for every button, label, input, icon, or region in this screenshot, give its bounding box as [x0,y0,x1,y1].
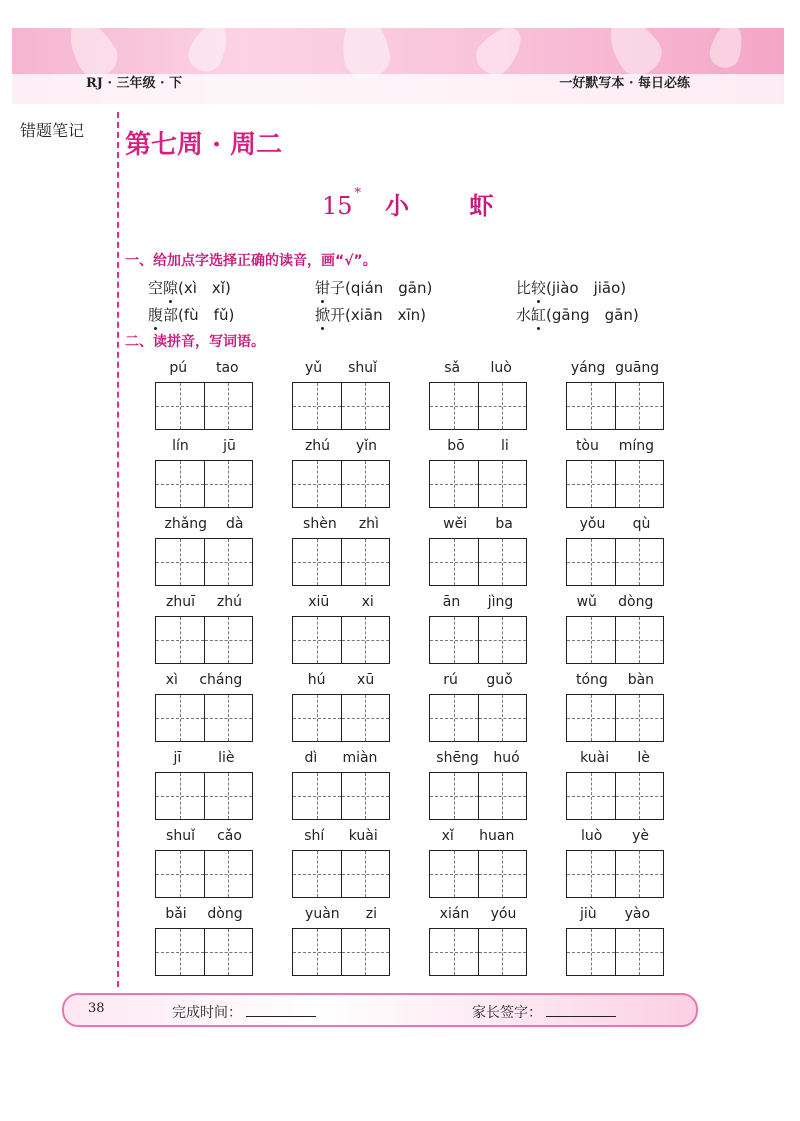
writing-square[interactable] [567,695,615,741]
writing-square[interactable] [567,539,615,585]
dotted-char: 较 [531,279,547,297]
writing-square[interactable] [341,773,390,819]
word-cell [292,826,390,898]
parent-signature-label: 家长签字： [472,1005,542,1021]
pinyin-syllable: luò [580,828,603,844]
pinyin [155,514,253,534]
pinyin [566,358,664,378]
writing-square[interactable] [615,929,664,975]
pinyin-syllable: zhǎng [164,516,208,532]
pinyin-syllable: guāng [615,360,660,376]
tianzige-box[interactable] [429,460,527,508]
pinyin-syllable: xi [361,594,374,610]
pinyin-syllable: lín [172,438,189,454]
lesson-title [322,186,519,221]
pinyin [429,904,527,924]
writing-square[interactable] [615,539,664,585]
dotted-char: 缸 [531,306,547,324]
pinyin [292,748,390,768]
tianzige-box[interactable] [429,538,527,586]
word-cell [155,358,253,430]
word-cell [566,670,664,742]
writing-square[interactable] [293,695,341,741]
writing-square[interactable] [156,929,204,975]
pinyin-syllable: dà [226,516,244,532]
pinyin [292,592,390,612]
writing-square[interactable] [341,695,390,741]
dotted-char: 掀 [315,306,331,324]
writing-square[interactable] [293,461,341,507]
writing-square[interactable] [567,851,615,897]
word-cell [429,436,527,508]
pinyin [292,436,390,456]
pinyin-syllable: luò [490,360,512,376]
writing-square[interactable] [478,695,527,741]
writing-square[interactable] [478,383,527,429]
dotted-char: 腹 [148,306,164,324]
pinyin-syllable: ān [442,594,461,610]
word-cell [155,670,253,742]
tianzige-box[interactable] [292,382,390,430]
pinyin-options: (qián gān) [345,279,433,297]
pinyin-syllable: yè [632,828,650,844]
writing-square[interactable] [567,929,615,975]
writing-square[interactable] [156,539,204,585]
tianzige-box[interactable] [429,616,527,664]
pinyin [566,826,664,846]
pinyin-syllable: yǔ [304,360,323,376]
pronunciation-item[interactable]: 空隙(xì xǐ) [148,279,231,297]
word-cell [155,592,253,664]
pinyin-syllable: pú [169,360,188,376]
word-cell [566,826,664,898]
pinyin-syllable: kuài [580,750,610,766]
word-cell [429,748,527,820]
completion-time-label: 完成时间： [172,1005,242,1021]
tianzige-box[interactable] [566,928,664,976]
pinyin-syllable: huó [493,750,520,766]
writing-square[interactable] [156,773,204,819]
writing-square[interactable] [341,383,390,429]
pronunciation-item[interactable]: 腹部(fù fǔ) [148,306,235,324]
pinyin-syllable: shuǐ [166,828,195,844]
pinyin [429,670,527,690]
pinyin [429,514,527,534]
writing-square[interactable] [341,851,390,897]
pinyin-syllable: jìng [487,594,514,610]
pinyin-syllable: shēng [436,750,479,766]
pinyin-syllable: jū [223,438,236,454]
writing-square[interactable] [341,539,390,585]
writing-square[interactable] [615,695,664,741]
pinyin-syllable: yào [624,906,651,922]
pinyin-syllable: yáng [570,360,606,376]
pinyin-syllable: bàn [627,672,655,688]
pronunciation-item[interactable]: 钳子(qián gān) [315,279,433,297]
writing-square[interactable] [478,851,527,897]
pinyin [429,358,527,378]
section-1-title: 一、给加点字选择正确的读音，画“√”。 [125,253,377,269]
word-cell [155,904,253,976]
word-cell [429,826,527,898]
pinyin [566,904,664,924]
word-cell [566,904,664,976]
writing-square[interactable] [293,383,341,429]
pinyin-syllable: míng [618,438,655,454]
writing-square[interactable] [204,773,253,819]
pronunciation-item[interactable]: 掀开(xiān xīn) [315,306,427,324]
word-cell [155,436,253,508]
pinyin-syllable: xǐ [441,828,454,844]
writing-square[interactable] [341,929,390,975]
word-cell [429,514,527,586]
writing-square[interactable] [293,851,341,897]
pinyin [566,514,664,534]
tianzige-box[interactable] [429,928,527,976]
tianzige-box[interactable] [155,616,253,664]
pinyin [292,670,390,690]
pinyin [566,748,664,768]
writing-square[interactable] [204,383,253,429]
writing-square[interactable] [430,617,478,663]
tianzige-box[interactable] [566,382,664,430]
word-cell [292,904,390,976]
word-cell [292,748,390,820]
tianzige-box[interactable] [566,460,664,508]
pinyin-syllable: dì [304,750,318,766]
word-cell [566,514,664,586]
pinyin-options: (fù fǔ) [178,306,235,324]
tianzige-box[interactable] [292,850,390,898]
writing-square[interactable] [293,539,341,585]
pinyin-syllable: dòng [618,594,654,610]
tianzige-box[interactable] [155,538,253,586]
pinyin-syllable: guǒ [486,672,513,688]
pinyin-syllable: tòu [575,438,599,454]
writing-square[interactable] [156,851,204,897]
tianzige-box[interactable] [292,694,390,742]
tianzige-box[interactable] [155,772,253,820]
writing-square[interactable] [478,929,527,975]
writing-square[interactable] [204,851,253,897]
series-label: 一好默写本 · 每日必练 [559,76,690,91]
writing-square[interactable] [430,851,478,897]
writing-square[interactable] [615,617,664,663]
word-cell [292,358,390,430]
writing-square[interactable] [430,539,478,585]
pinyin-syllable: lè [637,750,650,766]
pinyin-syllable: bǎi [165,906,187,922]
dotted-char: 隙 [163,279,179,297]
pinyin-syllable: liè [218,750,235,766]
tianzige-box[interactable] [566,538,664,586]
writing-square[interactable] [478,773,527,819]
word-cell [292,514,390,586]
pronunciation-item[interactable]: 水缸(gāng gān) [516,306,639,324]
writing-square[interactable] [293,929,341,975]
writing-square[interactable] [156,461,204,507]
pinyin [566,436,664,456]
pinyin [429,592,527,612]
pinyin [155,592,253,612]
writing-square[interactable] [204,695,253,741]
word-cell [155,748,253,820]
word-cell [566,592,664,664]
pinyin-syllable: hú [307,672,326,688]
word-cell [292,670,390,742]
writing-square[interactable] [615,851,664,897]
writing-square[interactable] [615,461,664,507]
tianzige-box[interactable] [292,772,390,820]
writing-square[interactable] [567,461,615,507]
pinyin-syllable: rú [443,672,458,688]
word-cell [155,826,253,898]
writing-square[interactable] [430,461,478,507]
writing-square[interactable] [204,617,253,663]
pinyin [292,904,390,924]
pinyin [155,670,253,690]
pinyin [566,592,664,612]
pinyin-syllable: xì [165,672,178,688]
dotted-char: 钳 [315,279,331,297]
pinyin [155,436,253,456]
pinyin [292,826,390,846]
pinyin-syllable: zi [365,906,377,922]
pinyin-syllable: cháng [199,672,243,688]
pinyin-syllable: zhuī [165,594,195,610]
pinyin-syllable: bō [447,438,465,454]
week-title: 第七周 · 周二 [125,130,283,160]
writing-square[interactable] [341,617,390,663]
writing-square[interactable] [204,539,253,585]
error-notes-label: 错题笔记 [20,121,85,140]
tianzige-box[interactable] [155,694,253,742]
grade-label: RJ · 三年级 · 下 [86,76,183,91]
section-2-title: 二、读拼音，写词语。 [125,334,265,350]
writing-square[interactable] [567,773,615,819]
pinyin-syllable: yǒu [579,516,606,532]
pinyin [566,670,664,690]
pinyin-options: (jiào jiāo) [546,279,627,297]
parent-signature-blank[interactable] [546,1004,616,1017]
pinyin-syllable: zhú [304,438,331,454]
pinyin-syllable: tao [215,360,239,376]
writing-square[interactable] [615,383,664,429]
writing-square[interactable] [156,617,204,663]
pinyin-syllable: kuài [348,828,378,844]
parent-signature [472,1002,616,1022]
tianzige-box[interactable] [292,460,390,508]
tianzige-box[interactable] [566,616,664,664]
pinyin [429,826,527,846]
writing-square[interactable] [615,773,664,819]
tianzige-box[interactable] [566,772,664,820]
writing-square[interactable] [430,773,478,819]
completion-time [172,1002,316,1022]
pinyin-options: (xì xǐ) [178,279,231,297]
word-cell [155,514,253,586]
pinyin-syllable: yuàn [305,906,340,922]
word-cell [429,670,527,742]
tianzige-box[interactable] [429,694,527,742]
word-cell [292,592,390,664]
tianzige-box[interactable] [429,382,527,430]
pinyin [429,436,527,456]
writing-square[interactable] [567,383,615,429]
tianzige-box[interactable] [566,694,664,742]
writing-square[interactable] [478,617,527,663]
pinyin-syllable: yóu [490,906,517,922]
writing-square[interactable] [293,773,341,819]
tianzige-box[interactable] [155,928,253,976]
pinyin [292,514,390,534]
writing-square[interactable] [293,617,341,663]
pinyin [155,826,253,846]
word-cell [566,358,664,430]
writing-square[interactable] [156,383,204,429]
lesson-number: 15 [322,192,353,220]
tianzige-box[interactable] [292,928,390,976]
page-number: 38 [88,1001,105,1016]
pinyin-options: (xiān xīn) [345,306,427,324]
word-cell [429,358,527,430]
pinyin [292,358,390,378]
pinyin [155,358,253,378]
pinyin-syllable: shèn [303,516,337,532]
pinyin [429,748,527,768]
lesson-mark: * [354,186,362,201]
pinyin-syllable: jiù [579,906,597,922]
tianzige-box[interactable] [155,850,253,898]
writing-square[interactable] [478,539,527,585]
tianzige-box[interactable] [155,460,253,508]
word-cell [566,748,664,820]
pinyin-syllable: shí [304,828,325,844]
pinyin-syllable: zhì [358,516,379,532]
word-cell [292,436,390,508]
header-banner [12,28,784,104]
pinyin-syllable: jī [173,750,182,766]
tianzige-box[interactable] [429,850,527,898]
pinyin-options: (gāng gān) [546,306,639,324]
pinyin-syllable: li [501,438,509,454]
writing-square[interactable] [478,461,527,507]
writing-square[interactable] [430,929,478,975]
pinyin-syllable: shuǐ [348,360,378,376]
writing-square[interactable] [204,929,253,975]
writing-square[interactable] [430,383,478,429]
pinyin-syllable: qù [632,516,651,532]
pinyin-syllable: yǐn [355,438,378,454]
writing-square[interactable] [204,461,253,507]
completion-time-blank[interactable] [246,1004,316,1017]
pinyin-syllable: wǔ [576,594,597,610]
writing-square[interactable] [430,695,478,741]
pinyin-syllable: tóng [575,672,608,688]
tianzige-box[interactable] [292,538,390,586]
tianzige-box[interactable] [155,382,253,430]
tianzige-box[interactable] [429,772,527,820]
pinyin-syllable: sǎ [444,360,461,376]
pronunciation-item[interactable]: 比较(jiào jiāo) [516,279,627,297]
writing-square[interactable] [156,695,204,741]
margin-divider [117,112,119,987]
pinyin [155,904,253,924]
pinyin-syllable: cǎo [217,828,242,844]
pinyin-syllable: xián [439,906,470,922]
word-cell [429,592,527,664]
pinyin-syllable: ba [495,516,513,532]
writing-square[interactable] [567,617,615,663]
pinyin [155,748,253,768]
pinyin-syllable: huan [479,828,515,844]
pinyin-syllable: wěi [443,516,468,532]
pinyin-syllable: dòng [207,906,243,922]
pinyin-syllable: xū [357,672,375,688]
word-cell [566,436,664,508]
tianzige-box[interactable] [292,616,390,664]
lesson-name: 小 虾 [385,191,520,220]
tianzige-box[interactable] [566,850,664,898]
pinyin-syllable: zhú [216,594,243,610]
writing-square[interactable] [341,461,390,507]
pinyin-syllable: miàn [342,750,378,766]
pinyin-syllable: xiū [308,594,330,610]
word-cell [429,904,527,976]
